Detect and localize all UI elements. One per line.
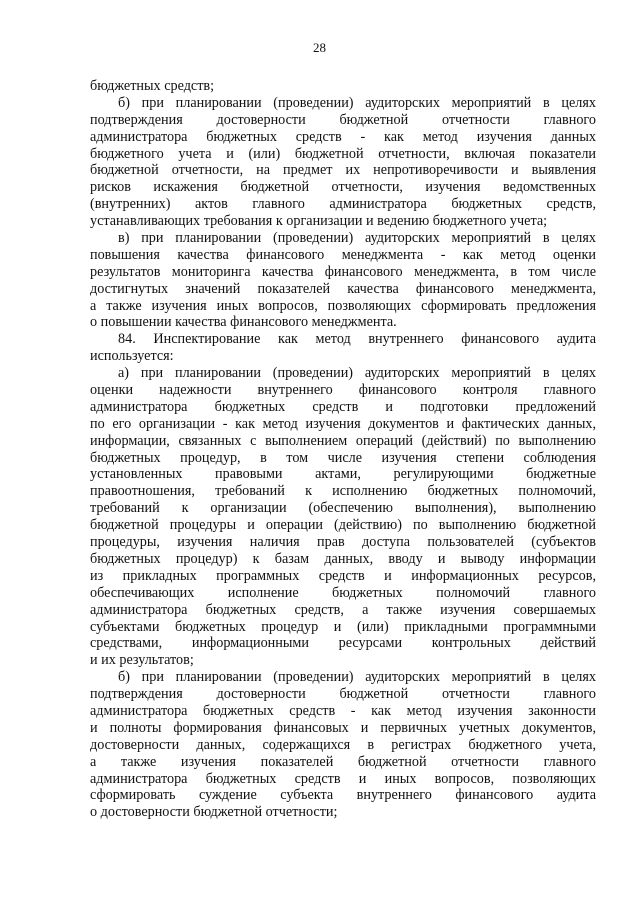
text-line: администратора бюджетных средств и подготовки предложений <box>90 398 596 415</box>
text-line: администратора бюджетных средств, а также изучения совершаемых <box>90 601 596 618</box>
text-line: администратора бюджетных средств и иных вопросов, позволяющих <box>90 770 596 787</box>
text-line: бюджетных процедур) к базам данных, вводу и выводу информации <box>90 550 596 567</box>
text-line: бюджетных процедур, в том числе изучения степени соблюдения <box>90 449 596 466</box>
text-line: используется: <box>90 348 174 365</box>
text-line: субъектами бюджетных процедур и (или) прикладными программными <box>90 618 596 635</box>
text-line: процедуры, изучения наличия прав доступа пользователей (субъектов <box>90 534 596 551</box>
text-line: а) при планировании (проведении) аудиторских мероприятий в целях <box>118 365 596 382</box>
text-line: рисков искажения бюджетной отчетности, изучения ведомственных <box>90 179 596 196</box>
text-line: бюджетной отчетности, на предмет их непротиворечивости и выявления <box>90 162 596 179</box>
text-line: из прикладных программных средств и информационных ресурсов, <box>90 567 596 584</box>
text-line: о повышении качества финансового менеджмента. <box>90 314 397 331</box>
text-line: подтверждения достоверности бюджетной отчетности главного <box>90 111 596 128</box>
text-line: а также изучения иных вопросов, позволяющих сформировать предложения <box>90 297 596 314</box>
text-line: установленных правовыми актами, регулирующими бюджетные <box>90 466 596 483</box>
text-line: требований к организации (обеспечению выполнения), выполнению <box>90 500 596 517</box>
text-line: б) при планировании (проведении) аудиторских мероприятий в целях <box>118 669 596 686</box>
text-line: (внутренних) актов главного администратора бюджетных средств, <box>90 196 596 213</box>
text-line: обеспечивающих исполнение бюджетных полномочий главного <box>90 584 596 601</box>
body-text <box>90 78 596 821</box>
text-line: сформировать суждение субъекта внутреннего финансового аудита <box>90 787 596 804</box>
text-line: достигнутых значений показателей качества финансового менеджмента, <box>90 280 596 297</box>
text-line: б) при планировании (проведении) аудиторских мероприятий в целях <box>118 94 596 111</box>
text-line: достоверности данных, содержащихся в регистрах бюджетного учета, <box>90 736 596 753</box>
text-line: результатов мониторинга качества финансового менеджмента, в том числе <box>90 263 596 280</box>
text-line: и полноты формирования финансовых и первичных учетных документов, <box>90 719 596 736</box>
text-line: администратора бюджетных средств - как метод изучения законности <box>90 702 596 719</box>
text-line: бюджетного учета и (или) бюджетной отчетности, включая показатели <box>90 145 596 162</box>
text-line: в) при планировании (проведении) аудиторских мероприятий в целях <box>118 230 596 247</box>
text-line: средствами, информационными ресурсами контрольных действий <box>90 635 596 652</box>
text-line: 84. Инспектирование как метод внутреннего финансового аудита <box>118 331 596 348</box>
text-line: оценки надежности внутреннего финансового контроля главного <box>90 382 596 399</box>
text-line: правоотношения, требований к исполнению бюджетных полномочий, <box>90 483 596 500</box>
text-line: повышения качества финансового менеджмента - как метод оценки <box>90 246 596 263</box>
text-line: и их результатов; <box>90 652 194 669</box>
text-line: администратора бюджетных средств - как метод изучения данных <box>90 128 596 145</box>
text-line: подтверждения достоверности бюджетной отчетности главного <box>90 686 596 703</box>
text-line: о достоверности бюджетной отчетности; <box>90 804 338 821</box>
text-line: по его организации - как метод изучения документов и фактических данных, <box>90 415 596 432</box>
text-line: устанавливающих требования к организации и ведению бюджетного учета; <box>90 213 548 230</box>
text-line: бюджетной процедуры и операции (действию) по выполнению бюджетной <box>90 517 596 534</box>
text-line: а также изучения показателей бюджетной отчетности главного <box>90 753 596 770</box>
text-line: информации, связанных с выполнением операций (действий) по выполнению <box>90 432 596 449</box>
page-number: 28 <box>313 40 326 55</box>
text-line: бюджетных средств; <box>90 78 215 94</box>
